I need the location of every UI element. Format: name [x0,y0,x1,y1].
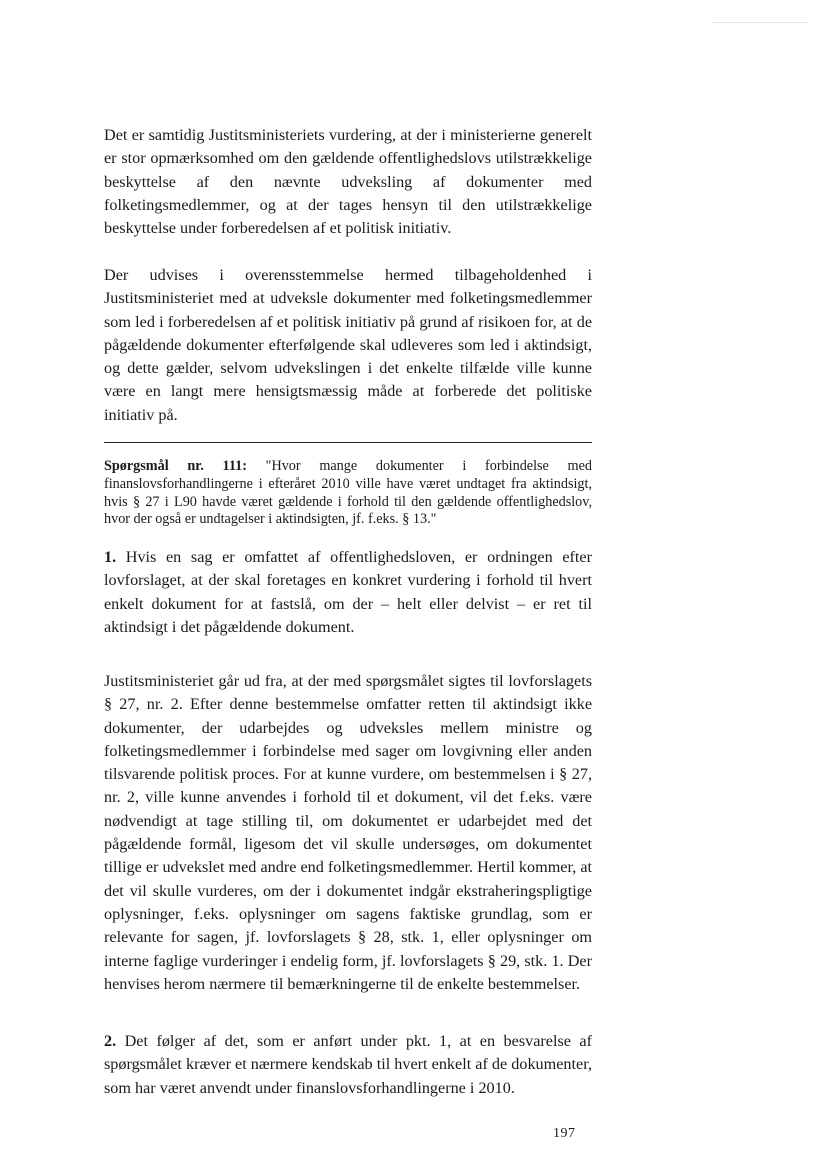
paragraph-section-27: Justitsministeriet går ud fra, at der med spørgsmålet sigtes til lovforslagets § 27, nr. 2. Efter denne bestemmelse omfatter retten til aktindsigt ikke dokumenter, der udarbejdes og udveksles mellem ministre og folketingsmedlemmer i forbindelse med sager om lovgivning eller anden tilsvarende politisk proces. For at kunne vurdere, om bestemmelsen i § 27, nr. 2, ville kunne anvendes i forhold til et dokument, vil det f.eks. være nødvendigt at tage stilling til, om dokumentet er udarbejdet med det pågældende formål, ligesom det vil skulle undersøges, om dokumentet tillige er udvekslet med andre end folketingsmedlemmer. Hertil kommer, at det vil skulle vurderes, om der i dokumentet indgår ekstraheringspligtige oplysninger, f.eks. oplysninger om sagens faktiske grundlag, som er relevante for sagen, jf. lovforslagets § 28, stk. 1, eller oplysninger om interne faglige vurderinger i endelig form, jf. lovforslagets § 29, stk. 1. Der henvises herom nærmere til bemærkningerne til de enkelte bestemmelser. [104,672,592,993]
answer-2-number: 2. [104,1032,117,1050]
answer-2-text: Det følger af det, som er anført under pkt. 1, at en besvarelse af spørgsmålet kræver et nærmere kendskab til hvert enkelt af de dokumenter, som har været anvendt under finanslovsforhandlingerne i 2010. [104,1032,592,1097]
scan-artifact [712,22,808,23]
answer-point-2 [104,1030,592,1100]
question-text: "Hvor mange dokumenter i forbindelse med finanslovsforhandlingerne i efteråret 2010 ville have været undtaget fra aktindsigt, hvis § 27 i L90 havde været gældende i forhold til den gældende offentlighedslov, hvor der også er undtagelser i aktindsigten, jf. f.eks. § 13." [104,458,592,528]
question-label: Spørgsmål nr. 111: [104,458,247,474]
paragraph-restraint: Der udvises i overensstemmelse hermed tilbageholdenhed i Justitsministeriet med at udveksle dokumenter med folketingsmedlemmer som led i forberedelsen af et politisk initiativ på grund af risikoen for, at de pågældende dokumenter efterfølgende skal udleveres som led i aktindsigt, og dette gælder, selvom udvekslingen i det enkelte tilfælde ville kunne være en langt mere hensigtsmæssig måde at forberede det politiske initiativ på. [104,266,592,424]
answer-1-number: 1. [104,548,117,566]
page-number: 197 [553,1126,576,1141]
answer-1-text: Hvis en sag er omfattet af offentlighedsloven, er ordningen efter lovforslaget, at der skal foretages en konkret vurdering i forhold til hvert enkelt dokument for at fastslå, om der – helt eller delvist – er ret til aktindsigt i det pågældende dokument. [104,548,592,636]
section-divider [104,442,592,443]
question-111 [104,458,592,529]
paragraph-ministry-assessment: Det er samtidig Justitsministeriets vurdering, at der i ministerierne generelt er stor opmærksomhed om den gældende offentlighedslovs utilstrækkelige beskyttelse af den nævnte udveksling af dokumenter med folketingsmedlemmer, og at der tages hensyn til den utilstrækkelige beskyttelse under forberedelsen af et politisk initiativ. [104,126,592,238]
answer-point-1 [104,546,592,639]
